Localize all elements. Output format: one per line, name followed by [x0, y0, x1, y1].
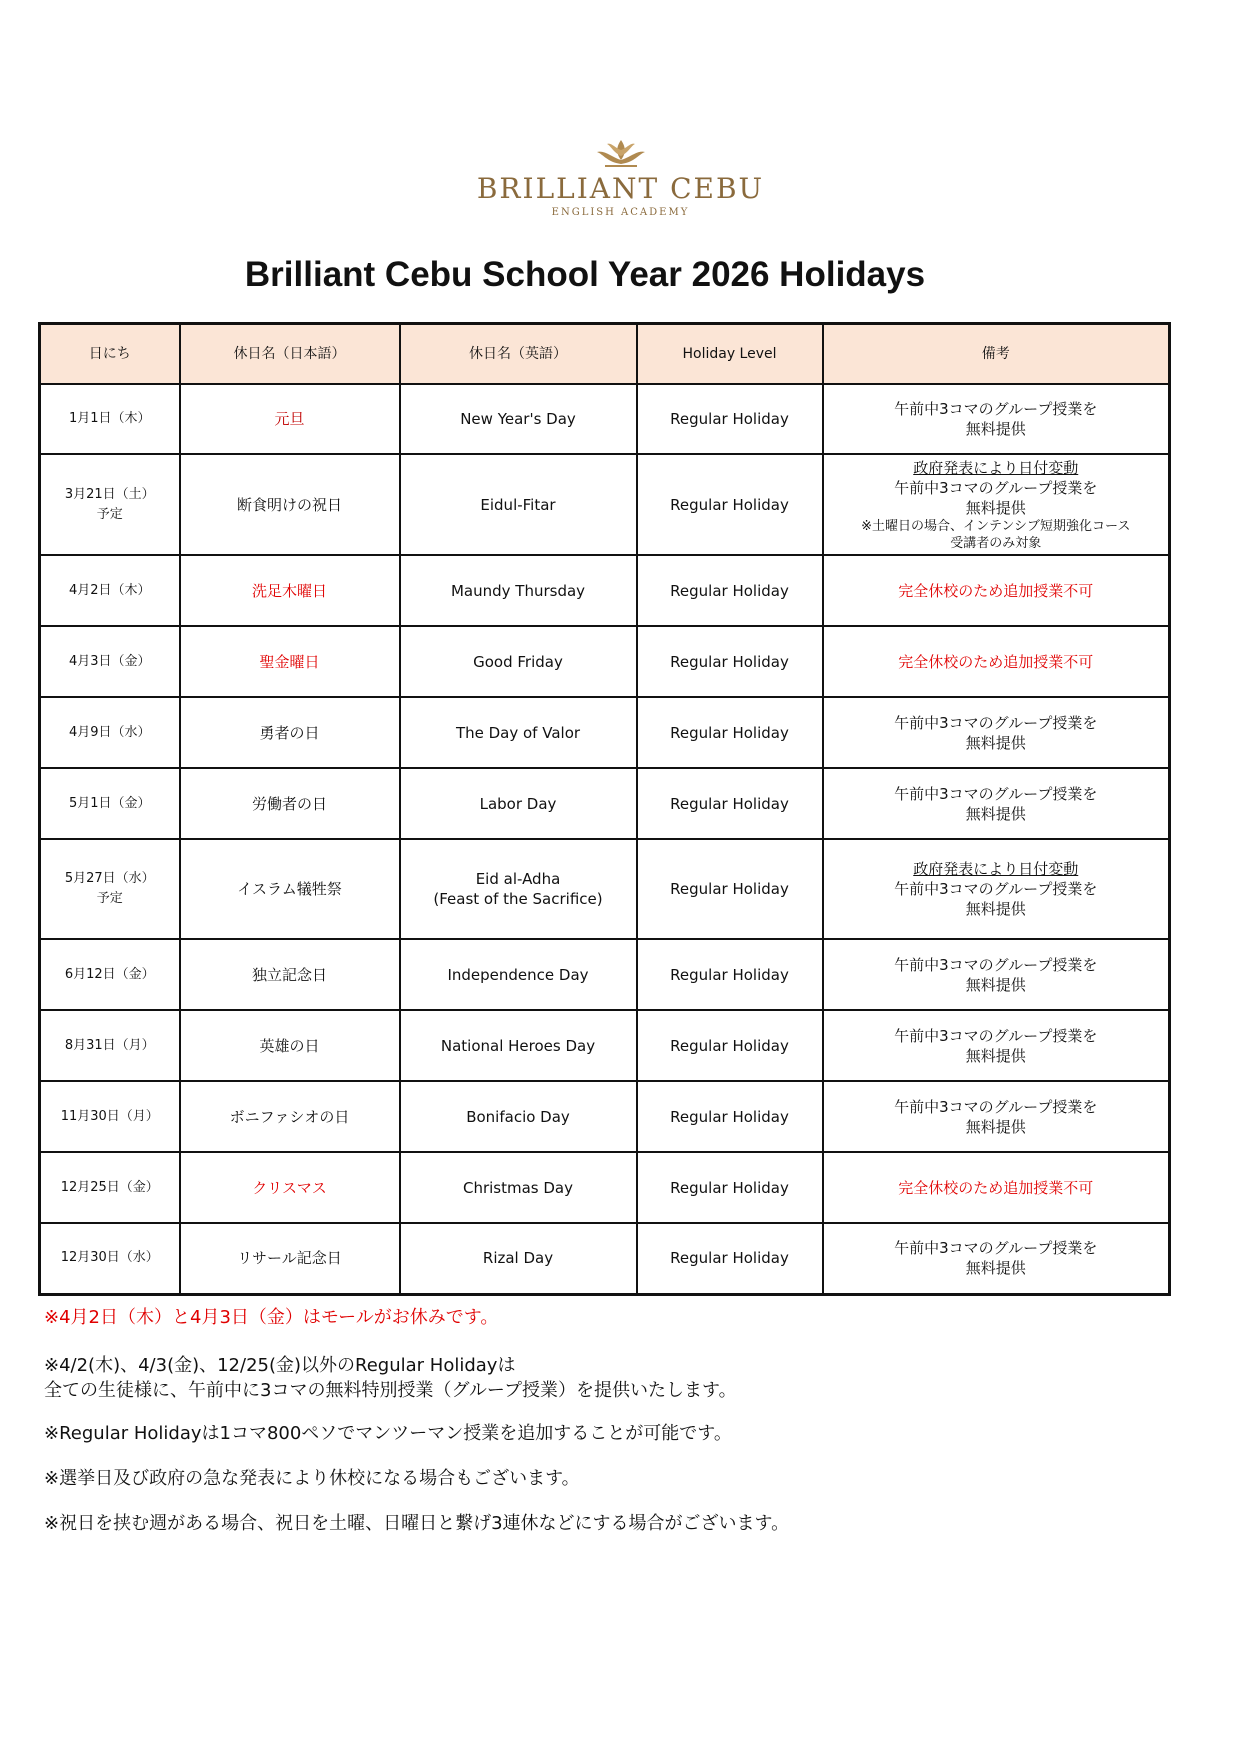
note-line: 午前中3コマのグループ授業を	[894, 400, 1098, 418]
date-cell: 4月2日（木）	[40, 555, 180, 626]
note-cell	[823, 1081, 1170, 1152]
note-line: 政府発表により日付変動	[913, 860, 1079, 878]
page-title: Brilliant Cebu School Year 2026 Holidays	[244, 255, 926, 294]
note-cell	[823, 697, 1170, 768]
level-cell: Regular Holiday	[637, 454, 823, 555]
name-jp-cell: 英雄の日	[180, 1010, 400, 1081]
note-cell: 完全休校のため追加授業不可	[823, 555, 1170, 626]
date-cell: 6月12日（金）	[40, 939, 180, 1010]
note-cell: 完全休校のため追加授業不可	[823, 626, 1170, 697]
extra-lesson-note: ※Regular Holidayは1コマ800ペソでマンツーマン授業を追加することが可能です。	[44, 1423, 732, 1444]
date-cell: 12月30日（水）	[40, 1223, 180, 1294]
date-line: 予定	[96, 891, 123, 906]
free-lesson-note-line2: 全ての生徒様に、午前中に3コマの無料特別授業（グループ授業）を提供いたします。	[44, 1380, 737, 1401]
name-en-cell: Christmas Day	[400, 1152, 637, 1223]
note-cell	[823, 1010, 1170, 1081]
name-en-cell: Eidul-Fitar	[400, 454, 637, 555]
level-cell: Regular Holiday	[637, 384, 823, 454]
date-cell	[40, 839, 180, 939]
date-line: 5月27日（水）	[64, 871, 155, 886]
header-name-jp: 休日名（日本語）	[180, 324, 400, 385]
note-line: 無料提供	[965, 420, 1026, 438]
note-line: 午前中3コマのグループ授業を	[894, 880, 1098, 898]
date-line: 予定	[96, 506, 123, 522]
name-en-cell	[400, 839, 637, 939]
logo	[0, 138, 1241, 218]
note-cell	[823, 454, 1170, 555]
note-cell	[823, 768, 1170, 839]
name-jp-cell: ボニファシオの日	[180, 1081, 400, 1152]
name-en-cell: Bonifacio Day	[400, 1081, 637, 1152]
note-line: 午前中3コマのグループ授業を	[894, 1097, 1098, 1116]
note-line: 無料提供	[965, 733, 1026, 752]
level-cell: Regular Holiday	[637, 1223, 823, 1294]
name-jp-cell: 労働者の日	[180, 768, 400, 839]
name-en-cell: The Day of Valor	[400, 697, 637, 768]
table-row	[40, 626, 1170, 697]
note-line: 政府発表により日付変動	[913, 458, 1079, 477]
name-jp-cell: イスラム犠牲祭	[180, 839, 400, 939]
header-notes: 備考	[823, 324, 1170, 385]
name-jp-cell: 断食明けの祝日	[180, 454, 400, 555]
note-line: 無料提供	[965, 498, 1026, 517]
name-en-cell: Independence Day	[400, 939, 637, 1010]
table-row	[40, 1081, 1170, 1152]
name-jp-cell: 聖金曜日	[180, 626, 400, 697]
long-weekend-note: ※祝日を挟む週がある場合、祝日を土曜、日曜日と繋げ3連休などにする場合がございます。	[44, 1513, 790, 1534]
crest-icon	[591, 138, 651, 170]
date-cell: 5月1日（金）	[40, 768, 180, 839]
note-line: 午前中3コマのグループ授業を	[894, 1239, 1098, 1258]
level-cell: Regular Holiday	[637, 839, 823, 939]
mall-closed-note: ※4月2日（木）と4月3日（金）はモールがお休みです。	[44, 1307, 499, 1328]
table-row	[40, 384, 1170, 454]
table-row	[40, 1223, 1170, 1294]
name-jp-cell: 独立記念日	[180, 939, 400, 1010]
holiday-table	[38, 322, 1171, 1296]
table-row	[40, 555, 1170, 626]
name-jp-cell: 勇者の日	[180, 697, 400, 768]
level-cell: Regular Holiday	[637, 626, 823, 697]
level-cell: Regular Holiday	[637, 697, 823, 768]
note-line: 無料提供	[965, 1117, 1026, 1136]
date-cell: 4月3日（金）	[40, 626, 180, 697]
note-line: 無料提供	[965, 804, 1026, 823]
date-cell: 1月1日（木）	[40, 384, 180, 454]
name-jp-cell: リサール記念日	[180, 1223, 400, 1294]
note-line: ※土曜日の場合、インテンシブ短期強化コース	[861, 518, 1131, 534]
name-jp-cell: 元旦	[180, 384, 400, 454]
name-en-cell: National Heroes Day	[400, 1010, 637, 1081]
table-row	[40, 1010, 1170, 1081]
note-line: 無料提供	[965, 1259, 1026, 1278]
note-line: 受講者のみ対象	[950, 535, 1042, 551]
note-cell	[823, 384, 1170, 454]
date-cell: 4月9日（水）	[40, 697, 180, 768]
name-jp-cell: 洗足木曜日	[180, 555, 400, 626]
note-line: 無料提供	[965, 900, 1026, 918]
note-line: 午前中3コマのグループ授業を	[894, 478, 1098, 497]
brand-name: BRILLIANT CEBU	[476, 172, 765, 205]
date-cell: 8月31日（月）	[40, 1010, 180, 1081]
name-jp-cell: クリスマス	[180, 1152, 400, 1223]
name-en-line: (Feast of the Sacrifice)	[433, 890, 603, 908]
date-cell	[40, 454, 180, 555]
note-line: 午前中3コマのグループ授業を	[894, 955, 1098, 974]
note-line: 午前中3コマのグループ授業を	[894, 713, 1098, 732]
note-cell	[823, 939, 1170, 1010]
level-cell: Regular Holiday	[637, 768, 823, 839]
name-en-cell: Good Friday	[400, 626, 637, 697]
brand-subtitle: ENGLISH ACADEMY	[551, 207, 690, 218]
name-en-cell: Rizal Day	[400, 1223, 637, 1294]
table-row	[40, 697, 1170, 768]
header-date: 日にち	[40, 324, 180, 385]
name-en-line: Eid al-Adha	[475, 870, 561, 888]
table-row	[40, 454, 1170, 555]
free-lesson-note-line1: ※4/2(木)、4/3(金)、12/25(金)以外のRegular Holidayは	[44, 1355, 516, 1376]
note-cell	[823, 1223, 1170, 1294]
level-cell: Regular Holiday	[637, 1081, 823, 1152]
note-line: 午前中3コマのグループ授業を	[894, 784, 1098, 803]
table-row	[40, 1152, 1170, 1223]
name-en-cell: Labor Day	[400, 768, 637, 839]
level-cell: Regular Holiday	[637, 1152, 823, 1223]
notes-section	[44, 1305, 1194, 1536]
note-line: 無料提供	[965, 975, 1026, 994]
level-cell: Regular Holiday	[637, 555, 823, 626]
note-cell: 完全休校のため追加授業不可	[823, 1152, 1170, 1223]
name-en-cell: New Year's Day	[400, 384, 637, 454]
note-line: 午前中3コマのグループ授業を	[894, 1026, 1098, 1045]
date-cell: 12月25日（金）	[40, 1152, 180, 1223]
header-level: Holiday Level	[637, 324, 823, 385]
header-name-en: 休日名（英語）	[400, 324, 637, 385]
header-row	[40, 324, 1170, 385]
table-row	[40, 939, 1170, 1010]
note-cell	[823, 839, 1170, 939]
name-en-cell: Maundy Thursday	[400, 555, 637, 626]
table-row	[40, 839, 1170, 939]
level-cell: Regular Holiday	[637, 1010, 823, 1081]
level-cell: Regular Holiday	[637, 939, 823, 1010]
date-line: 3月21日（土）	[64, 486, 155, 502]
table-row	[40, 768, 1170, 839]
note-line: 無料提供	[965, 1046, 1026, 1065]
date-cell: 11月30日（月）	[40, 1081, 180, 1152]
election-note: ※選挙日及び政府の急な発表により休校になる場合もございます。	[44, 1468, 580, 1489]
